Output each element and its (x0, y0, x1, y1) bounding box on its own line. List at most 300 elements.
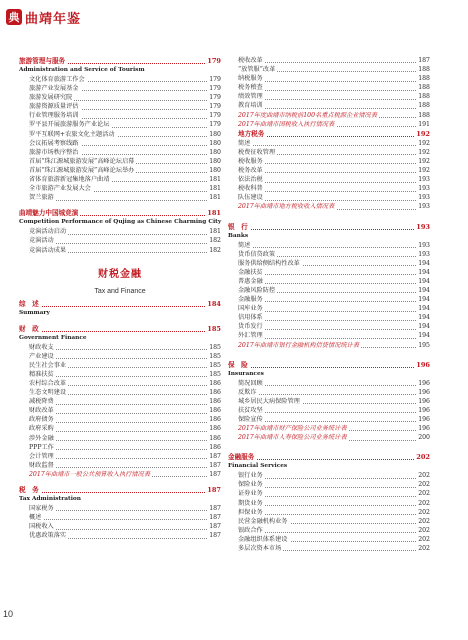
toc-entry-page: 181 (209, 228, 221, 236)
book-title: 曲靖年鉴 (25, 11, 82, 27)
toc-entry-title: 竞演活动成果 (29, 246, 67, 254)
toc-entry-page: 188 (418, 75, 430, 83)
toc-entry-title: 财政监督 (29, 461, 54, 469)
toc-entry-title: 纳税服务 (238, 75, 263, 83)
toc-entry[interactable] (228, 379, 430, 388)
dot-leader (238, 532, 430, 533)
toc-entry-title: 行业管理服务培训 (29, 112, 79, 120)
toc-entry[interactable] (228, 304, 430, 313)
toc-entry[interactable] (228, 535, 430, 544)
toc-entry-title: 金融扶贫 (238, 268, 263, 276)
toc-entry-page: 187 (209, 470, 221, 478)
toc-entry[interactable] (228, 313, 430, 322)
toc-entry[interactable] (19, 120, 221, 129)
toc-entry-title: 2017年曲靖市一般公共预算收入执行情况表 (29, 470, 150, 478)
toc-entry-page: 179 (209, 112, 221, 120)
toc-entry-title: 国库业务 (238, 305, 263, 313)
toc-entry[interactable] (19, 75, 221, 84)
toc-entry[interactable] (19, 434, 221, 443)
toc-entry-page: 188 (418, 84, 430, 92)
toc-table-entry[interactable] (228, 202, 430, 211)
toc-entry-page: 182 (209, 237, 221, 245)
toc-entry-title: 2017年曲靖市国税收入执行情况表 (238, 120, 335, 128)
toc-table-entry[interactable] (228, 341, 430, 350)
dot-leader (238, 108, 430, 109)
toc-entry-title: 国家税务 (29, 505, 54, 512)
section-banner-title: 财税金融 (98, 268, 142, 280)
dot-leader (238, 320, 430, 321)
toc-entry-title: 旅游资源质量评估 (29, 103, 79, 111)
toc-entry[interactable] (19, 236, 221, 245)
toc-entry[interactable] (228, 508, 430, 517)
dot-leader (29, 413, 221, 414)
toc-entry[interactable] (228, 517, 430, 526)
toc-section-heading[interactable] (19, 56, 221, 66)
toc-entry[interactable] (19, 504, 221, 513)
toc-entry-page: 187 (209, 452, 221, 460)
toc-entry-page: 179 (209, 85, 221, 93)
toc-entry-page: 187 (209, 523, 221, 531)
toc-entry-title: 多层次资本市场 (238, 545, 282, 553)
toc-entry-title: 2017年曲靖市银行金融机构信贷情况统计表 (238, 341, 359, 349)
toc-entry[interactable] (228, 415, 430, 424)
toc-entry-title: 地方税务 (238, 129, 265, 138)
toc-entry-title: 队伍建设 (238, 194, 263, 202)
dot-leader (238, 90, 430, 91)
toc-entry-page: 202 (418, 526, 430, 534)
toc-entry[interactable] (19, 175, 221, 184)
toc-entry[interactable] (19, 461, 221, 470)
toc-section-heading[interactable] (19, 299, 221, 309)
toc-entry-title: 文化体育旅游工作会 (29, 76, 85, 83)
toc-entry[interactable] (228, 139, 430, 148)
dot-leader (238, 247, 430, 248)
toc-entry[interactable] (228, 286, 430, 295)
toc-entry-title: 2017年曲靖市财产保险公司业务统计表 (238, 425, 347, 433)
toc-entry-page: 202 (418, 490, 430, 498)
dot-leader (29, 431, 221, 432)
toc-entry-title: “放管服”改革 (238, 66, 276, 74)
toc-entry-page: 186 (209, 425, 221, 433)
toc-entry-title: 保险宣传 (238, 416, 263, 423)
dot-leader (238, 385, 430, 386)
toc-entry-page: 186 (209, 398, 221, 406)
toc-entry-title: 精准扶贫 (29, 370, 54, 378)
toc-entry-title: 财政改革 (29, 407, 54, 415)
toc-entry[interactable] (228, 480, 430, 489)
toc-entry[interactable] (19, 379, 221, 388)
toc-entry-title: 外汇管理 (238, 332, 263, 340)
toc-entry-page: 187 (207, 486, 221, 494)
toc-english-text: Competition Performance of Qujing as Chinese Charming City (19, 219, 222, 226)
toc-entry-page: 196 (418, 425, 430, 433)
toc-entry-page: 181 (207, 209, 221, 218)
toc-entry[interactable] (228, 277, 430, 286)
toc-entry[interactable] (228, 388, 430, 397)
toc-entry-page: 194 (418, 286, 430, 294)
toc-english-text: Summary (19, 309, 50, 316)
toc-english-text: Insurances (228, 370, 264, 377)
toc-entry-title: 综 述 (19, 299, 39, 308)
dot-leader (238, 421, 430, 422)
toc-entry-page: 188 (418, 66, 430, 74)
toc-entry-title: 服务供给侧结构性改革 (238, 259, 300, 267)
toc-entry-page: 191 (418, 120, 430, 128)
toc-entry[interactable] (19, 361, 221, 370)
dot-leader (29, 200, 221, 201)
dot-leader (238, 182, 430, 183)
toc-entry-title: 货币发行 (238, 323, 263, 331)
dot-leader (238, 81, 430, 82)
toc-entry[interactable] (19, 130, 221, 139)
toc-entry-page: 202 (418, 517, 430, 525)
toc-entry-title: 2017年度曲靖市纳税前100名重点税源企业情况表 (238, 111, 377, 119)
dot-leader (19, 331, 221, 332)
toc-entry-page: 192 (418, 167, 430, 175)
dot-leader (228, 229, 430, 230)
toc-entry-page: 179 (209, 94, 221, 102)
toc-entry-title: 银 行 (228, 222, 248, 231)
dot-leader (238, 283, 430, 284)
book-header (6, 6, 81, 28)
toc-entry-title: 保险业务 (238, 481, 263, 489)
toc-entry[interactable] (228, 471, 430, 480)
toc-entry-page: 181 (209, 185, 221, 193)
toc-entry[interactable] (19, 443, 221, 452)
toc-entry-title: 税收改革 (238, 57, 263, 64)
toc-entry[interactable] (228, 184, 430, 193)
toc-entry[interactable] (19, 343, 221, 352)
dot-leader (238, 99, 430, 100)
toc-entry[interactable] (19, 139, 221, 148)
toc-entry-page: 181 (209, 194, 221, 202)
dot-leader (238, 62, 430, 63)
toc-entry[interactable] (19, 84, 221, 93)
toc-entry-title: 证券业务 (238, 490, 263, 498)
toc-entry-page: 194 (418, 305, 430, 313)
toc-entry-page: 194 (418, 296, 430, 304)
toc-entry-title: 绩效管理 (238, 93, 263, 101)
toc-entry[interactable] (228, 397, 430, 406)
toc-entry-title: 依法治税 (238, 176, 263, 184)
toc-entry-title: 简述 (238, 139, 251, 147)
toc-entry[interactable] (228, 83, 430, 92)
toc-entry-page: 192 (418, 157, 430, 165)
toc-entry[interactable] (228, 295, 430, 304)
toc-entry[interactable] (19, 522, 221, 531)
toc-entry[interactable] (19, 397, 221, 406)
toc-entry-page: 193 (418, 241, 430, 249)
toc-entry[interactable] (19, 193, 221, 202)
toc-entry-page: 202 (418, 508, 430, 516)
toc-entry-page: 186 (209, 416, 221, 424)
dot-leader (29, 529, 221, 530)
toc-entry-page: 187 (209, 461, 221, 469)
toc-entry[interactable] (228, 331, 430, 340)
toc-entry-title: 税 务 (19, 486, 39, 494)
toc-entry-title: 银政合作 (238, 526, 263, 534)
dot-leader (29, 458, 221, 459)
toc-english-text: Banks (228, 232, 249, 239)
logo-icon: 典 (6, 9, 22, 25)
toc-entry[interactable] (19, 406, 221, 415)
toc-entry-page: 181 (209, 176, 221, 184)
toc-entry-page: 180 (209, 166, 221, 174)
toc-entry-title: 金融风险防控 (238, 286, 276, 294)
toc-entry-page: 179 (209, 121, 221, 129)
toc-entry-page: 195 (418, 341, 430, 349)
toc-entry-page: 192 (418, 139, 430, 147)
toc-entry-page: 194 (418, 332, 430, 340)
toc-entry[interactable] (228, 241, 430, 250)
toc-entry-page: 188 (418, 111, 430, 119)
toc-entry-page: 186 (209, 407, 221, 415)
toc-entry[interactable] (228, 544, 430, 553)
dot-leader (19, 492, 221, 493)
toc-entry-title: 简述 (238, 241, 251, 249)
toc-entry-page: 185 (209, 343, 221, 351)
toc-entry[interactable] (228, 148, 430, 157)
toc-table-entry[interactable] (19, 470, 221, 479)
spacer (228, 442, 430, 452)
toc-entry-title: 税务稽查 (238, 84, 263, 92)
toc-entry-title: 旅游市场秩序整治 (29, 148, 79, 156)
toc-english-text: Tax Administration (19, 496, 82, 502)
toc-entry-title: 罗平县开展旅游服务产业论坛 (29, 121, 110, 129)
toc-entry[interactable] (19, 452, 221, 461)
toc-entry[interactable] (228, 101, 430, 110)
toc-entry-title: 减税降费 (29, 398, 54, 406)
toc-entry[interactable] (19, 111, 221, 120)
toc-entry-page: 186 (209, 443, 221, 451)
toc-entry-title: 旅游管理与服务 (19, 57, 66, 65)
toc-entry[interactable] (19, 415, 221, 424)
toc-entry-page: 184 (207, 299, 221, 308)
toc-entry[interactable] (228, 259, 430, 268)
toc-entry[interactable] (19, 246, 221, 255)
toc-entry-title: 罗平互联网+农旅文化主题活动 (29, 130, 115, 138)
toc-section-heading[interactable] (19, 324, 221, 334)
toc-entry[interactable] (19, 531, 221, 540)
toc-entry-title: 农村综合改革 (29, 379, 67, 387)
toc-entry-title: 竞演活动 (29, 237, 54, 245)
dot-leader (238, 172, 430, 173)
toc-entry-title: 2017年曲靖市地方税收收入情况表 (238, 203, 335, 211)
toc-entry-page: 193 (418, 250, 430, 258)
dot-leader (29, 349, 221, 350)
dot-leader (238, 505, 430, 506)
toc-entry-title: 民营金融机构业务 (238, 517, 288, 525)
toc-table-entry[interactable] (228, 424, 430, 433)
toc-entry-page: 202 (418, 472, 430, 480)
toc-entry[interactable] (19, 184, 221, 193)
toc-english-heading (228, 370, 430, 379)
toc-entry-title: 首届“珠江源城旅游发展”高峰论坛启幕 (29, 157, 135, 165)
dot-leader (29, 440, 221, 441)
toc-right-column (228, 56, 430, 553)
toc-entry-title: 税收科普 (238, 185, 263, 193)
toc-entry-title: 曲靖魅力中国城竞演 (19, 209, 79, 218)
toc-section-heading[interactable] (228, 360, 430, 370)
dot-leader (29, 519, 221, 520)
dot-leader (238, 163, 430, 164)
toc-entry-title: 省体育旅游新冠集地落户曲靖 (29, 176, 110, 184)
toc-entry[interactable] (228, 56, 430, 65)
toc-entry-title: 财 政 (19, 324, 39, 333)
toc-english-heading (19, 334, 221, 343)
toc-entry-title: 民生社会事业 (29, 361, 67, 369)
toc-entry-title: 贺兰旅游 (29, 194, 54, 202)
toc-table-entry[interactable] (228, 120, 430, 129)
dot-leader (238, 478, 430, 479)
toc-entry-page: 187 (209, 514, 221, 522)
toc-entry-title: 保 险 (228, 360, 248, 369)
dot-leader (29, 467, 221, 468)
toc-entry[interactable] (228, 499, 430, 508)
page-number: 10 (3, 609, 14, 619)
spacer (228, 350, 430, 360)
toc-entry-title: 概述 (29, 514, 42, 522)
toc-entry[interactable] (228, 322, 430, 331)
toc-entry-page: 185 (209, 352, 221, 360)
toc-entry-title: 优惠政策落实 (29, 532, 67, 540)
toc-entry-page: 187 (209, 532, 221, 540)
toc-entry-page: 188 (418, 102, 430, 110)
toc-entry-page: 202 (418, 481, 430, 489)
toc-entry[interactable] (19, 370, 221, 379)
toc-entry-page: 180 (209, 130, 221, 138)
toc-entry-title: 政府债务 (29, 416, 54, 424)
toc-entry-page: 188 (418, 93, 430, 101)
toc-entry-title: 产业建设 (29, 352, 54, 360)
toc-table-entry[interactable] (228, 433, 430, 442)
toc-entry[interactable] (228, 193, 430, 202)
toc-entry[interactable] (19, 227, 221, 236)
toc-entry-title: 税务改革 (238, 167, 263, 175)
toc-entry[interactable] (228, 175, 430, 184)
toc-entry[interactable] (228, 268, 430, 277)
toc-entry-title: 旅游产业发展基金 (29, 85, 79, 93)
toc-entry-page: 179 (209, 103, 221, 111)
toc-english-text: Government Finance (19, 334, 87, 341)
dot-leader (238, 136, 430, 137)
dot-leader (238, 329, 430, 330)
toc-entry-page: 196 (418, 416, 430, 423)
toc-entry-title: 教育培训 (238, 102, 263, 110)
toc-entry-page: 185 (209, 370, 221, 378)
toc-entry-page: 185 (207, 324, 221, 333)
toc-section-heading[interactable] (228, 222, 430, 232)
toc-entry-title: 简况回顾 (238, 379, 263, 387)
section-banner (19, 265, 221, 295)
toc-entry[interactable] (228, 406, 430, 415)
toc-entry[interactable] (228, 65, 430, 74)
toc-entry-page: 193 (418, 185, 430, 193)
toc-entry[interactable] (228, 166, 430, 175)
toc-entry-page: 180 (209, 148, 221, 156)
toc-entry-page: 187 (418, 57, 430, 64)
toc-entry-title: 国税收入 (29, 523, 54, 531)
toc-entry-page: 202 (418, 545, 430, 553)
dot-leader (238, 274, 430, 275)
toc-entry[interactable] (19, 148, 221, 157)
dot-leader (29, 510, 221, 511)
toc-entry-title: 政府采购 (29, 425, 54, 433)
toc-entry-title: 银行业务 (238, 472, 263, 480)
toc-entry[interactable] (228, 250, 430, 259)
dot-leader (29, 422, 221, 423)
toc-entry-page: 196 (418, 397, 430, 405)
toc-section-heading[interactable] (19, 208, 221, 218)
toc-subsection-heading[interactable] (228, 129, 430, 139)
toc-english-heading (19, 66, 221, 75)
toc-entry[interactable] (228, 92, 430, 101)
toc-entry-page: 193 (418, 176, 430, 184)
toc-entry[interactable] (19, 166, 221, 175)
toc-table-entry[interactable] (228, 111, 430, 120)
dot-leader (238, 200, 430, 201)
toc-entry-page: 193 (418, 203, 430, 211)
toc-entry-page: 193 (416, 222, 430, 231)
dot-leader (238, 145, 430, 146)
dot-leader (29, 358, 221, 359)
toc-entry-page: 180 (209, 139, 221, 147)
toc-entry[interactable] (228, 489, 430, 498)
toc-entry[interactable] (228, 74, 430, 83)
toc-entry-page: 186 (209, 434, 221, 442)
toc-section-heading[interactable] (19, 485, 221, 495)
toc-section-heading[interactable] (228, 452, 430, 462)
toc-entry-page: 193 (418, 194, 430, 202)
toc-entry-title: 金融组织体系建设 (238, 535, 288, 543)
dot-leader (29, 376, 221, 377)
toc-entry-page: 186 (209, 379, 221, 387)
toc-entry[interactable] (19, 157, 221, 166)
toc-entry[interactable] (19, 352, 221, 361)
toc-entry-title: 期货业务 (238, 499, 263, 507)
toc-entry-title: 城乡居民大病保险管理 (238, 397, 300, 405)
toc-entry[interactable] (19, 102, 221, 111)
toc-entry-page: 194 (418, 268, 430, 276)
dot-leader (238, 496, 430, 497)
dot-leader (29, 404, 221, 405)
dot-leader (238, 311, 430, 312)
toc-entry-title: 会议拓展考察线路 (29, 139, 79, 147)
toc-entry-title: 会计管理 (29, 452, 54, 460)
toc-entry-title: 普惠金融 (238, 277, 263, 285)
dot-leader (238, 394, 430, 395)
toc-entry[interactable] (19, 513, 221, 522)
toc-entry-page: 196 (416, 360, 430, 369)
toc-entry[interactable] (19, 424, 221, 433)
toc-entry-title: 首届“珠江源城旅游发展”高峰论坛举办 (29, 166, 135, 174)
toc-entry[interactable] (228, 526, 430, 535)
dot-leader (238, 514, 430, 515)
toc-entry-title: 财政收支 (29, 343, 54, 351)
toc-entry[interactable] (228, 157, 430, 166)
toc-entry-page: 202 (418, 535, 430, 543)
dot-leader (29, 243, 221, 244)
toc-entry-page: 192 (416, 129, 430, 138)
toc-entry-title: 涉外金融 (29, 434, 54, 442)
dot-leader (238, 487, 430, 488)
toc-entry[interactable] (19, 388, 221, 397)
toc-entry-title: 税收服务 (238, 157, 263, 165)
toc-entry[interactable] (19, 93, 221, 102)
toc-entry-title: 金融服务 (228, 453, 255, 462)
dot-leader (238, 412, 430, 413)
spacer (228, 212, 430, 222)
